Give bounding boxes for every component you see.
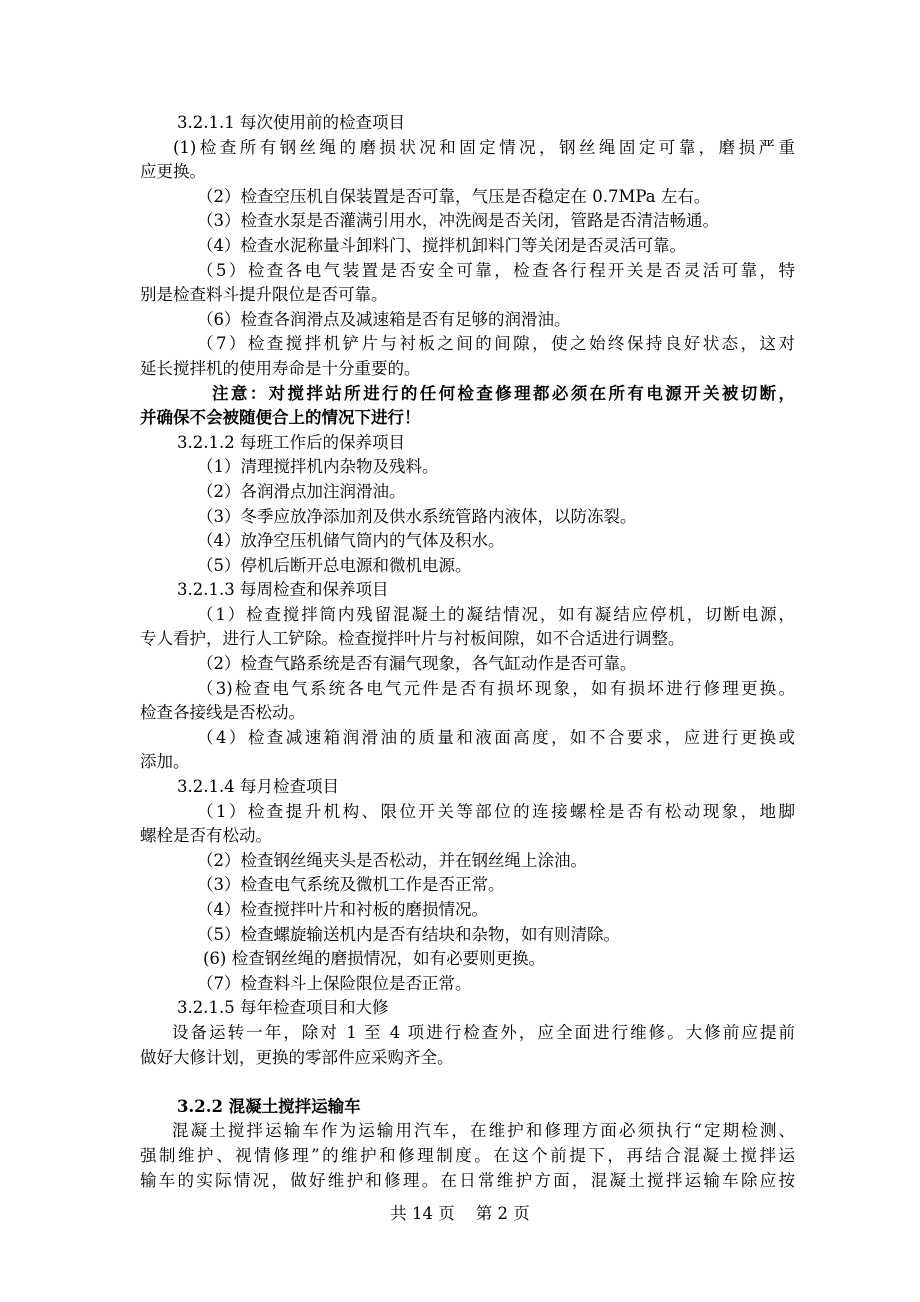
text-line: 3.2.1.5 每年检查项目和大修 bbox=[177, 998, 389, 1018]
text-line: 螺栓是否有松动。 bbox=[140, 826, 272, 846]
text-line: （2）各润滑点加注润滑油。 bbox=[197, 481, 406, 501]
text-line: （2）检查钢丝绳夹头是否松动，并在钢丝绳上涂油。 bbox=[197, 850, 587, 870]
footer-total-pages: 共 14 页 bbox=[390, 1204, 455, 1223]
text-line: （6）检查各润滑点及减速箱是否有足够的润滑油。 bbox=[197, 309, 571, 329]
text-line: 专人看护，进行人工铲除。检查搅拌叶片与衬板间隙，如不合适进行调整。 bbox=[140, 629, 685, 649]
text-line: （4）检查搅拌叶片和衬板的磨损情况。 bbox=[197, 900, 488, 919]
text-line: （1）清理搅拌机内杂物及残料。 bbox=[197, 457, 439, 477]
text-line: （5）停机后断开总电源和微机电源。 bbox=[197, 555, 472, 575]
text-line: 添加。 bbox=[140, 752, 190, 772]
text-line: 3.2.1.3 每周检查和保养项目 bbox=[177, 580, 389, 600]
text-line: （2）检查气路系统是否有漏气现象，各气缸动作是否可靠。 bbox=[197, 654, 637, 674]
text-line: （3）检查水泵是否灌满引用水，冲洗阀是否关闭，管路是否清洁畅通。 bbox=[197, 211, 719, 231]
text-line: 注意：对搅拌站所进行的任何检查修理都必须在所有电源开关被切断， bbox=[212, 383, 795, 403]
text-line: （3）冬季应放净添加剂及供水系统管路内液体，以防冻裂。 bbox=[197, 506, 637, 526]
text-line: （4）放净空压机储气筒内的气体及积水。 bbox=[197, 531, 505, 551]
text-line: (6) 检查钢丝绳的磨损情况，如有必要则更换。 bbox=[203, 949, 546, 969]
text-line: 应更换。 bbox=[140, 162, 206, 182]
text-line: 强制维护、视情修理”的维护和修理制度。在这个前提下，再结合混凝土搅拌运 bbox=[140, 1145, 795, 1165]
text-line: 设备运转一年，除对 1 至 4 项进行检查外，应全面进行维修。大修前应提前 bbox=[172, 1022, 795, 1042]
text-line: （7）检查料斗上保险限位是否正常。 bbox=[197, 973, 472, 993]
document-body bbox=[140, 111, 795, 1193]
text-line: 做好大修计划，更换的零部件应采购齐全。 bbox=[140, 1047, 454, 1067]
text-line: （4）检查水泥称量斗卸料门、搅拌机卸料门等关闭是否灵活可靠。 bbox=[197, 235, 686, 255]
text-line: 3.2.2 混凝土搅拌运输车 bbox=[177, 1096, 361, 1116]
text-line: (1)检查所有钢丝绳的磨损状况和固定情况，钢丝绳固定可靠，磨损严重 bbox=[173, 137, 795, 157]
text-line: （5）检查螺旋输送机内是否有结块和杂物，如有则清除。 bbox=[197, 924, 620, 944]
text-line: （3）检查电气系统及微机工作是否正常。 bbox=[197, 875, 505, 895]
text-line: （4）检查减速箱润滑油的质量和液面高度，如不合要求，应进行更换或 bbox=[197, 727, 795, 747]
text-line: （3)检查电气系统各电气元件是否有损坏现象，如有损坏进行修理更换。 bbox=[197, 678, 795, 698]
text-line: 3.2.1.1 每次使用前的检查项目 bbox=[177, 113, 405, 132]
text-line: 检查各接线是否松动。 bbox=[140, 703, 305, 723]
text-line: （1）检查搅拌筒内残留混凝土的凝结情况，如有凝结应停机，切断电源， bbox=[197, 604, 795, 624]
page-footer bbox=[0, 1200, 920, 1224]
blank-line bbox=[140, 1070, 795, 1095]
text-line: 别是检查料斗提升限位是否可靠。 bbox=[140, 285, 388, 305]
text-line: （7）检查搅拌机铲片与衬板之间的间隙，使之始终保持良好状态，这对 bbox=[197, 334, 795, 354]
footer-current-page: 第 2 页 bbox=[475, 1204, 530, 1223]
text-line: 3.2.1.2 每班工作后的保养项目 bbox=[177, 432, 405, 452]
text-line: 混凝土搅拌运输车作为运输用汽车，在维护和修理方面必须执行“定期检测、 bbox=[172, 1121, 795, 1141]
text-line: （1）检查提升机构、限位开关等部位的连接螺栓是否有松动现象，地脚 bbox=[197, 801, 795, 821]
text-line: 并确保不会被随便合上的情况下进行！ bbox=[140, 408, 421, 428]
text-line: 3.2.1.4 每月检查项目 bbox=[177, 777, 339, 797]
text-line: （2）检查空压机自保装置是否可靠，气压是否稳定在 0.7MPa 左右。 bbox=[197, 186, 711, 206]
text-line: （5）检查各电气装置是否安全可靠，检查各行程开关是否灵活可靠，特 bbox=[197, 260, 795, 280]
text-line: 输车的实际情况，做好维护和修理。在日常维护方面，混凝土搅拌运输车除应按 bbox=[140, 1170, 795, 1190]
text-line: 延长搅拌机的使用寿命是十分重要的。 bbox=[140, 358, 421, 378]
footer-separator bbox=[455, 1204, 476, 1223]
